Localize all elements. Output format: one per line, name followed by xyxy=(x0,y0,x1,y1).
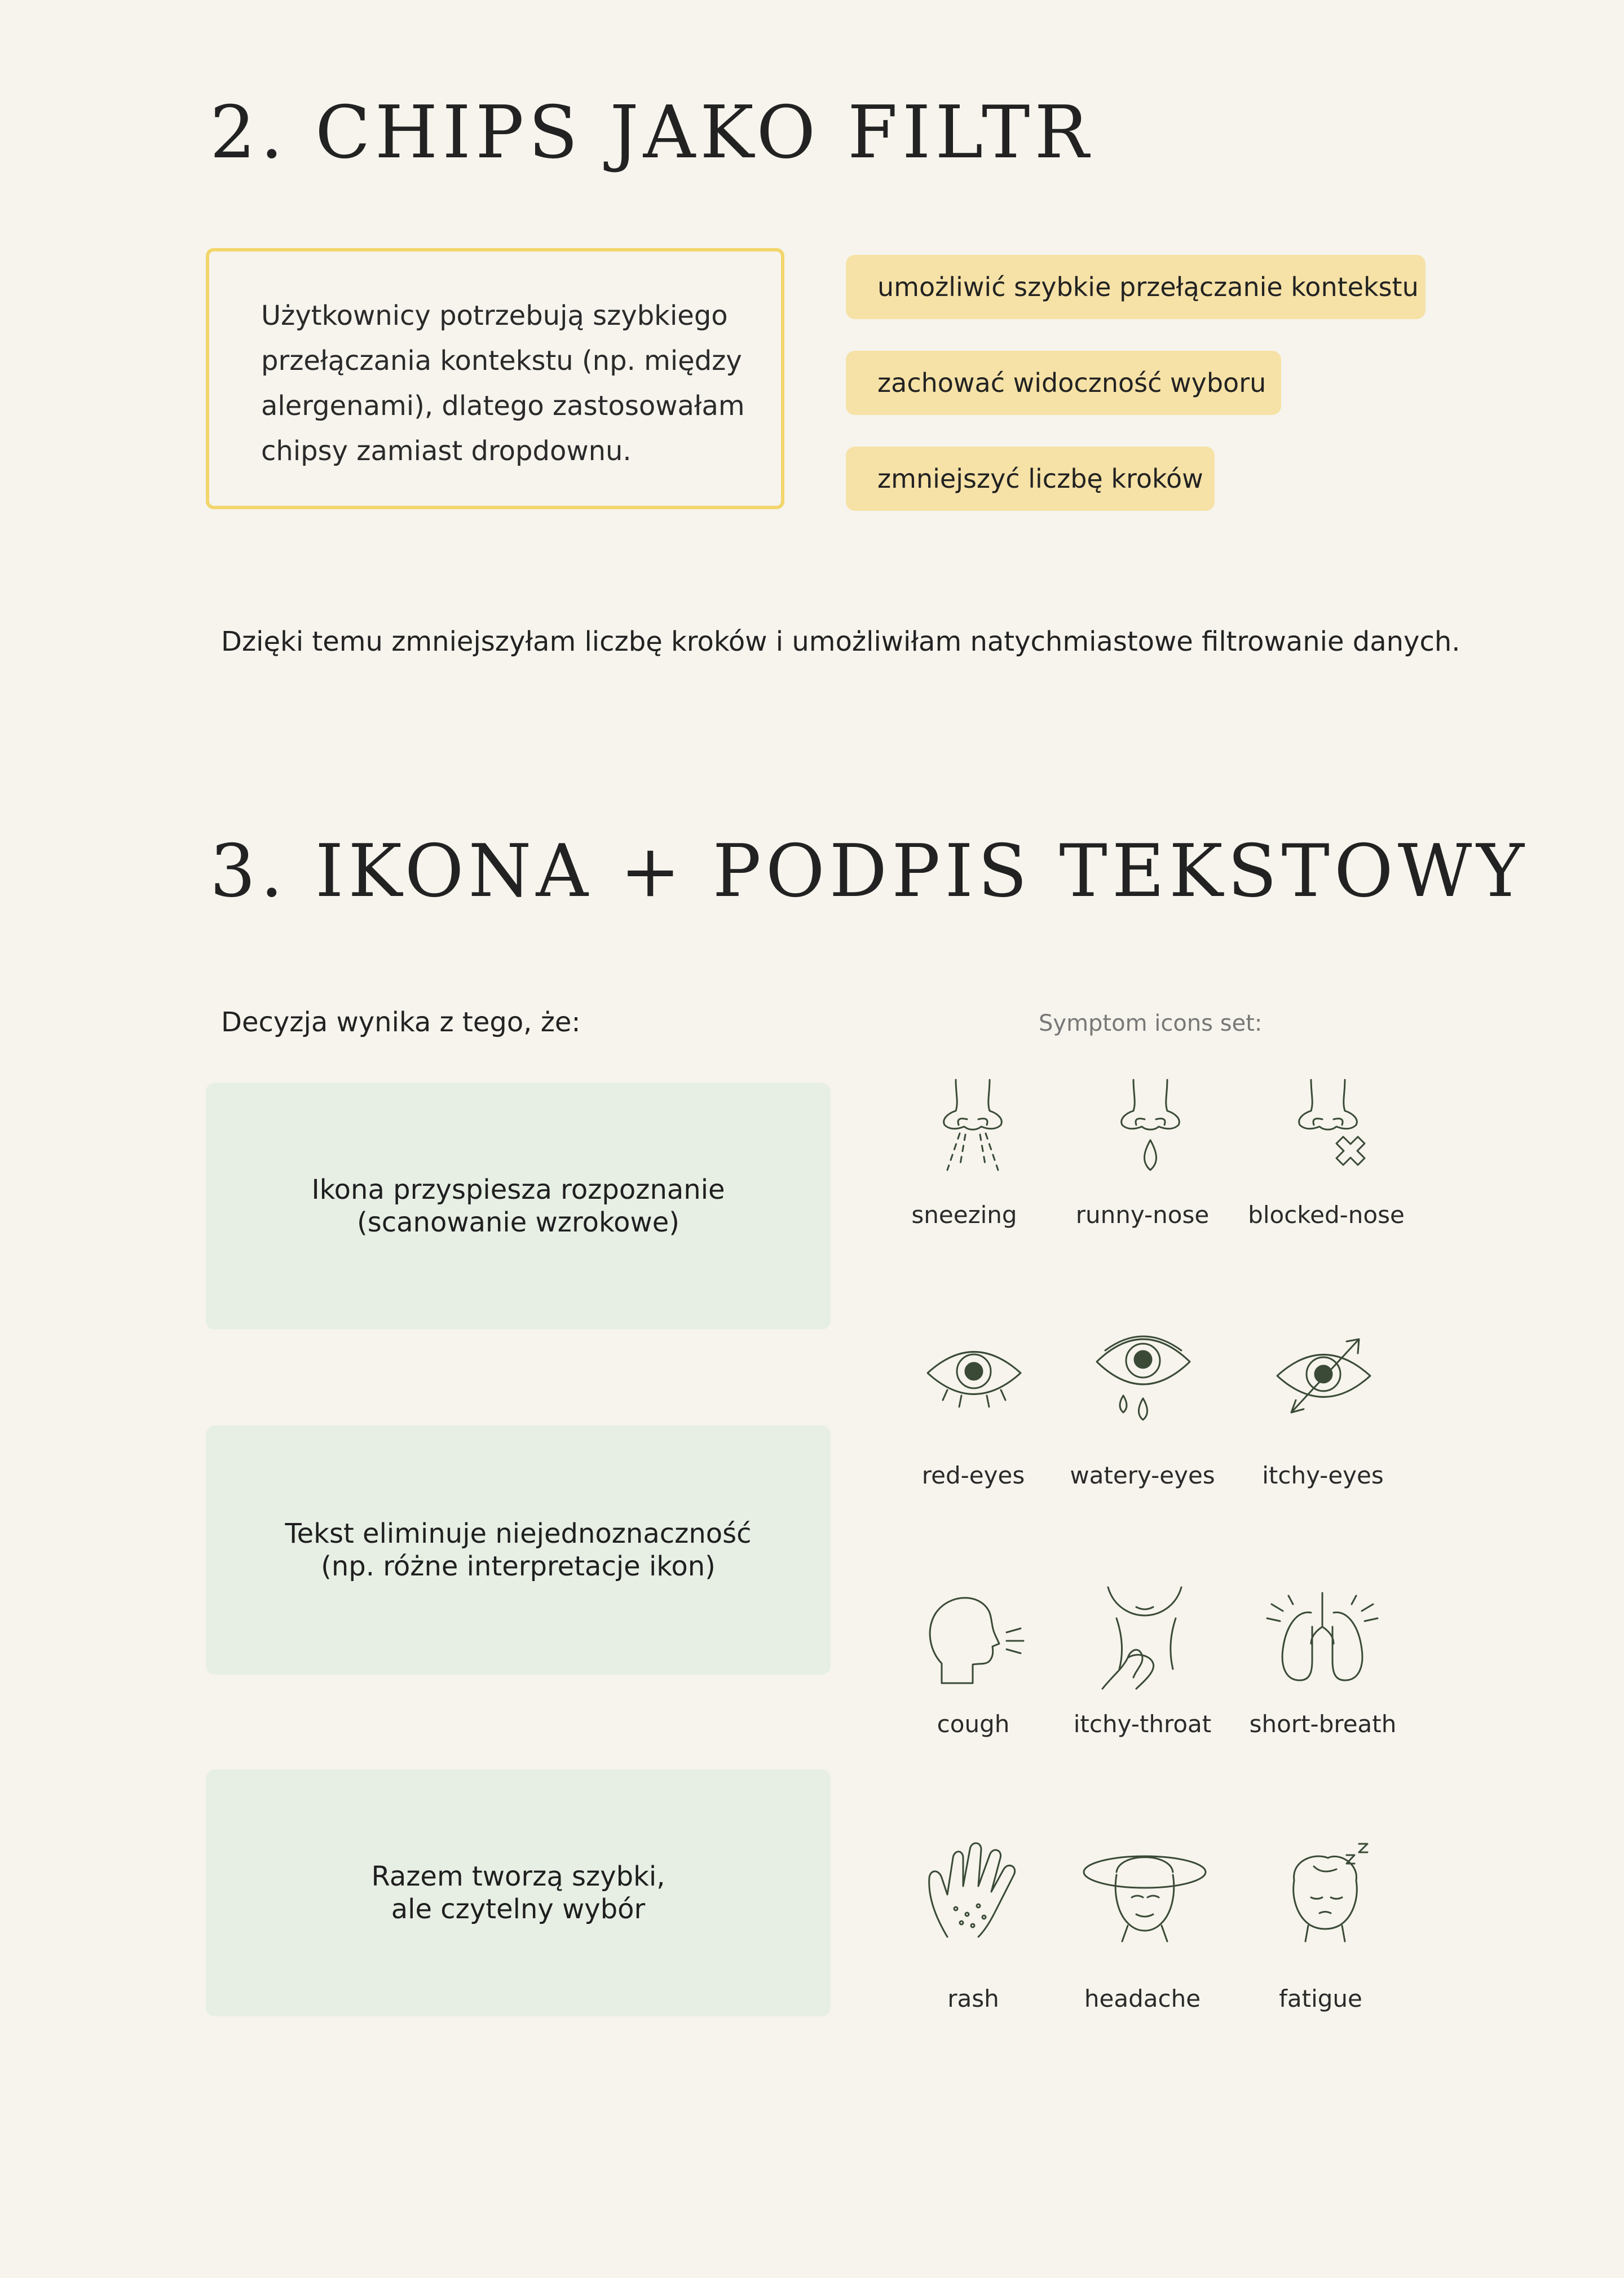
card-ambiguity-text: Tekst eliminuje niejednoznaczność (np. różne interpretacje ikon) xyxy=(285,1518,752,1582)
blocked-nose-icon xyxy=(1280,1077,1376,1178)
icon-label-cough: cough xyxy=(937,1710,1010,1738)
icon-label-red-eyes: red-eyes xyxy=(921,1462,1025,1489)
note-text: Użytkownicy potrzebują szybkiego przełączania kontekstu (np. między alergenami), dlatego zastosowałam chipsy zamiast dropdownu. xyxy=(261,300,745,467)
icon-label-short-breath: short-breath xyxy=(1249,1710,1397,1738)
section-2-summary: Dzięki temu zmniejszyłam liczbę kroków i umożliwiłam natychmiastowe filtrowanie danych. xyxy=(221,626,1460,657)
chip-context-switch[interactable]: umożliwić szybkie przełączanie kontekstu xyxy=(846,255,1426,319)
fatigue-icon xyxy=(1274,1841,1376,1943)
icon-label-blocked-nose: blocked-nose xyxy=(1248,1201,1405,1229)
itchy-throat-icon xyxy=(1097,1584,1193,1692)
cough-icon xyxy=(925,1590,1026,1686)
short-breath-icon xyxy=(1266,1587,1379,1689)
card-recognition-text: Ikona przyspiesza rozpoznanie (scanowanie wzrokowe) xyxy=(311,1174,725,1238)
rash-icon xyxy=(925,1838,1021,1940)
icon-label-runny-nose: runny-nose xyxy=(1075,1201,1210,1229)
icon-label-rash: rash xyxy=(947,1985,999,2012)
icon-label-fatigue: fatigue xyxy=(1279,1985,1362,2012)
note-box xyxy=(206,248,784,509)
section-3-title: 3. IKONA + PODPIS TEKSTOWY xyxy=(210,829,1529,913)
card-ambiguity xyxy=(206,1425,831,1675)
icon-label-headache: headache xyxy=(1084,1985,1201,2012)
icon-label-watery-eyes: watery-eyes xyxy=(1070,1462,1215,1489)
itchy-eyes-icon xyxy=(1274,1334,1373,1424)
section-3-intro: Decyzja wynika z tego, że: xyxy=(221,1006,581,1038)
watery-eyes-icon xyxy=(1094,1328,1193,1429)
red-eyes-icon xyxy=(925,1336,1023,1415)
chip-fewer-steps[interactable]: zmniejszyć liczbę kroków xyxy=(846,447,1215,511)
section-2-title: 2. CHIPS JAKO FILTR xyxy=(210,91,1093,175)
card-together-text: Razem tworzą szybki, ale czytelny wybór xyxy=(371,1861,665,1925)
sneezing-icon xyxy=(925,1077,1021,1178)
icon-label-itchy-throat: itchy-throat xyxy=(1073,1710,1212,1738)
card-recognition xyxy=(206,1083,831,1330)
card-together xyxy=(206,1769,831,2016)
icons-caption: Symptom icons set: xyxy=(1039,1010,1263,1036)
icon-label-itchy-eyes: itchy-eyes xyxy=(1262,1462,1384,1489)
headache-icon xyxy=(1080,1841,1210,1943)
runny-nose-icon xyxy=(1102,1077,1198,1178)
chip-visibility[interactable]: zachować widoczność wyboru xyxy=(846,351,1281,415)
icon-label-sneezing: sneezing xyxy=(911,1201,1017,1229)
